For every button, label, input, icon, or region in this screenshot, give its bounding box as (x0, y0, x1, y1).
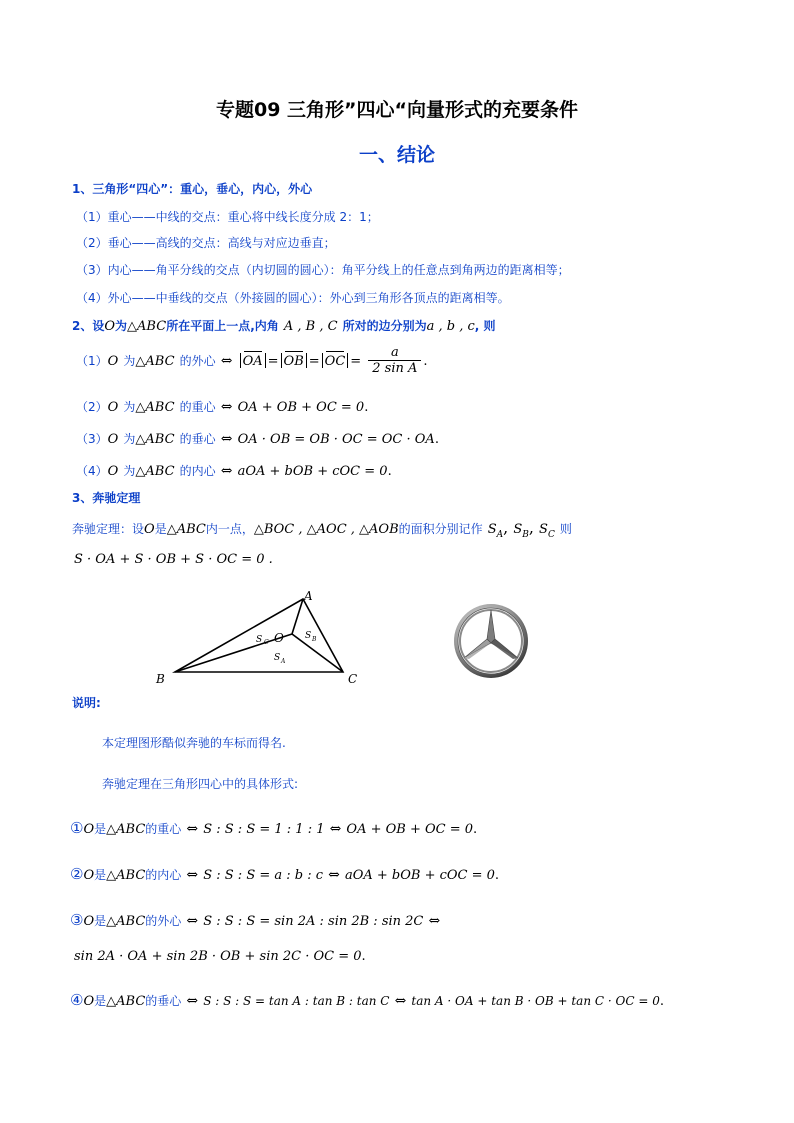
triangle-diagram (150, 586, 370, 690)
area-label-sb: S (305, 631, 312, 641)
section-1-item-1: （1）重心——中线的交点：重心将中线长度分成 2：1； (76, 210, 379, 224)
benz-theorem-formula: S · OA + S · OB + S · OC = 0 . (74, 552, 273, 567)
page-title: 专题09 三角形”四心“向量形式的充要条件 (215, 99, 579, 121)
section-1-item-4: （4）外心——中垂线的交点（外接圆的圆心）：外心到三角形各顶点的距离相等。 (76, 291, 510, 305)
section-3-heading: 3、奔驰定理 (72, 491, 141, 505)
area-label-sc-sub: C (264, 639, 269, 646)
vertex-label-b: B (156, 672, 165, 686)
formula-centroid: （2）O 为△ABC 的重心 ⇔ OA + OB + OC = 0. (76, 399, 369, 415)
case-circumcenter-formula: sin 2A · OA + sin 2B · OB + sin 2C · OC = 0. (74, 949, 366, 964)
area-label-sb-sub: B (312, 636, 317, 643)
section-1-item-2: （2）垂心——高线的交点：高线与对应边垂直； (76, 236, 336, 250)
note-heading: 说明: (72, 696, 101, 710)
mercedes-logo-icon (452, 602, 530, 680)
section-2-heading: 2、设O为△ABC所在平面上一点,内角 A , B , C 所对的边分别为a , b , c, 则 (72, 319, 496, 334)
note-paragraph-2: 奔驰定理在三角形四心中的具体形式: (102, 777, 299, 791)
benz-theorem-line: 奔驰定理：设O是△ABC内一点，△BOC , △AOC , △AOB的面积分别记作 $S_A$, $S_B$, $S_C$ 则 (72, 518, 572, 541)
area-label-sa: S (274, 653, 281, 663)
section-1-heading: 1、三角形“四心”：重心，垂心，内心，外心 (72, 182, 313, 196)
case-incenter: ②O是△ABC的内心 ⇔ S : S : S = a : b : c ⇔ aOA + bOB + cOC = 0. (70, 865, 500, 883)
vertex-label-c: C (348, 672, 358, 686)
case-circumcenter: ③O是△ABC的外心 ⇔ S : S : S = sin 2A : sin 2B : sin 2C ⇔ (70, 911, 441, 929)
formula-incenter: （4）O 为△ABC 的内心 ⇔ aOA + bOB + cOC = 0. (76, 463, 392, 479)
point-label-o: O (274, 631, 284, 645)
case-orthocenter: ④O是△ABC的垂心 ⇔ S : S : S = tan A : tan B : tan C ⇔ tan A · OA + tan B · OB + tan C · OC = 0. (70, 991, 664, 1009)
section-title: 一、结论 (358, 144, 435, 166)
area-label-sa-sub: A (281, 658, 286, 665)
case-centroid: ①O是△ABC的重心 ⇔ S : S : S = 1 : 1 : 1 ⇔ OA + OB + OC = 0. (70, 819, 478, 837)
formula-circumcenter: （1）O 为△ABC 的外心 ⇔ OA = OB = OC = $\frac{a}{\text{2 sin A}}$ . (76, 345, 428, 376)
fraction: $\frac{a}{\text{2 sin A}}$ (368, 345, 421, 376)
vertex-label-a: A (304, 589, 313, 603)
formula-orthocenter: （3）O 为△ABC 的垂心 ⇔ OA · OB = OB · OC = OC · OA. (76, 431, 439, 447)
section-1-item-3: （3）内心——角平分线的交点（内切圆的圆心）：角平分线上的任意点到角两边的距离相等； (76, 263, 570, 277)
area-label-sc: S (256, 635, 263, 645)
note-paragraph-1: 本定理图形酷似奔驰的车标而得名. (102, 736, 286, 750)
